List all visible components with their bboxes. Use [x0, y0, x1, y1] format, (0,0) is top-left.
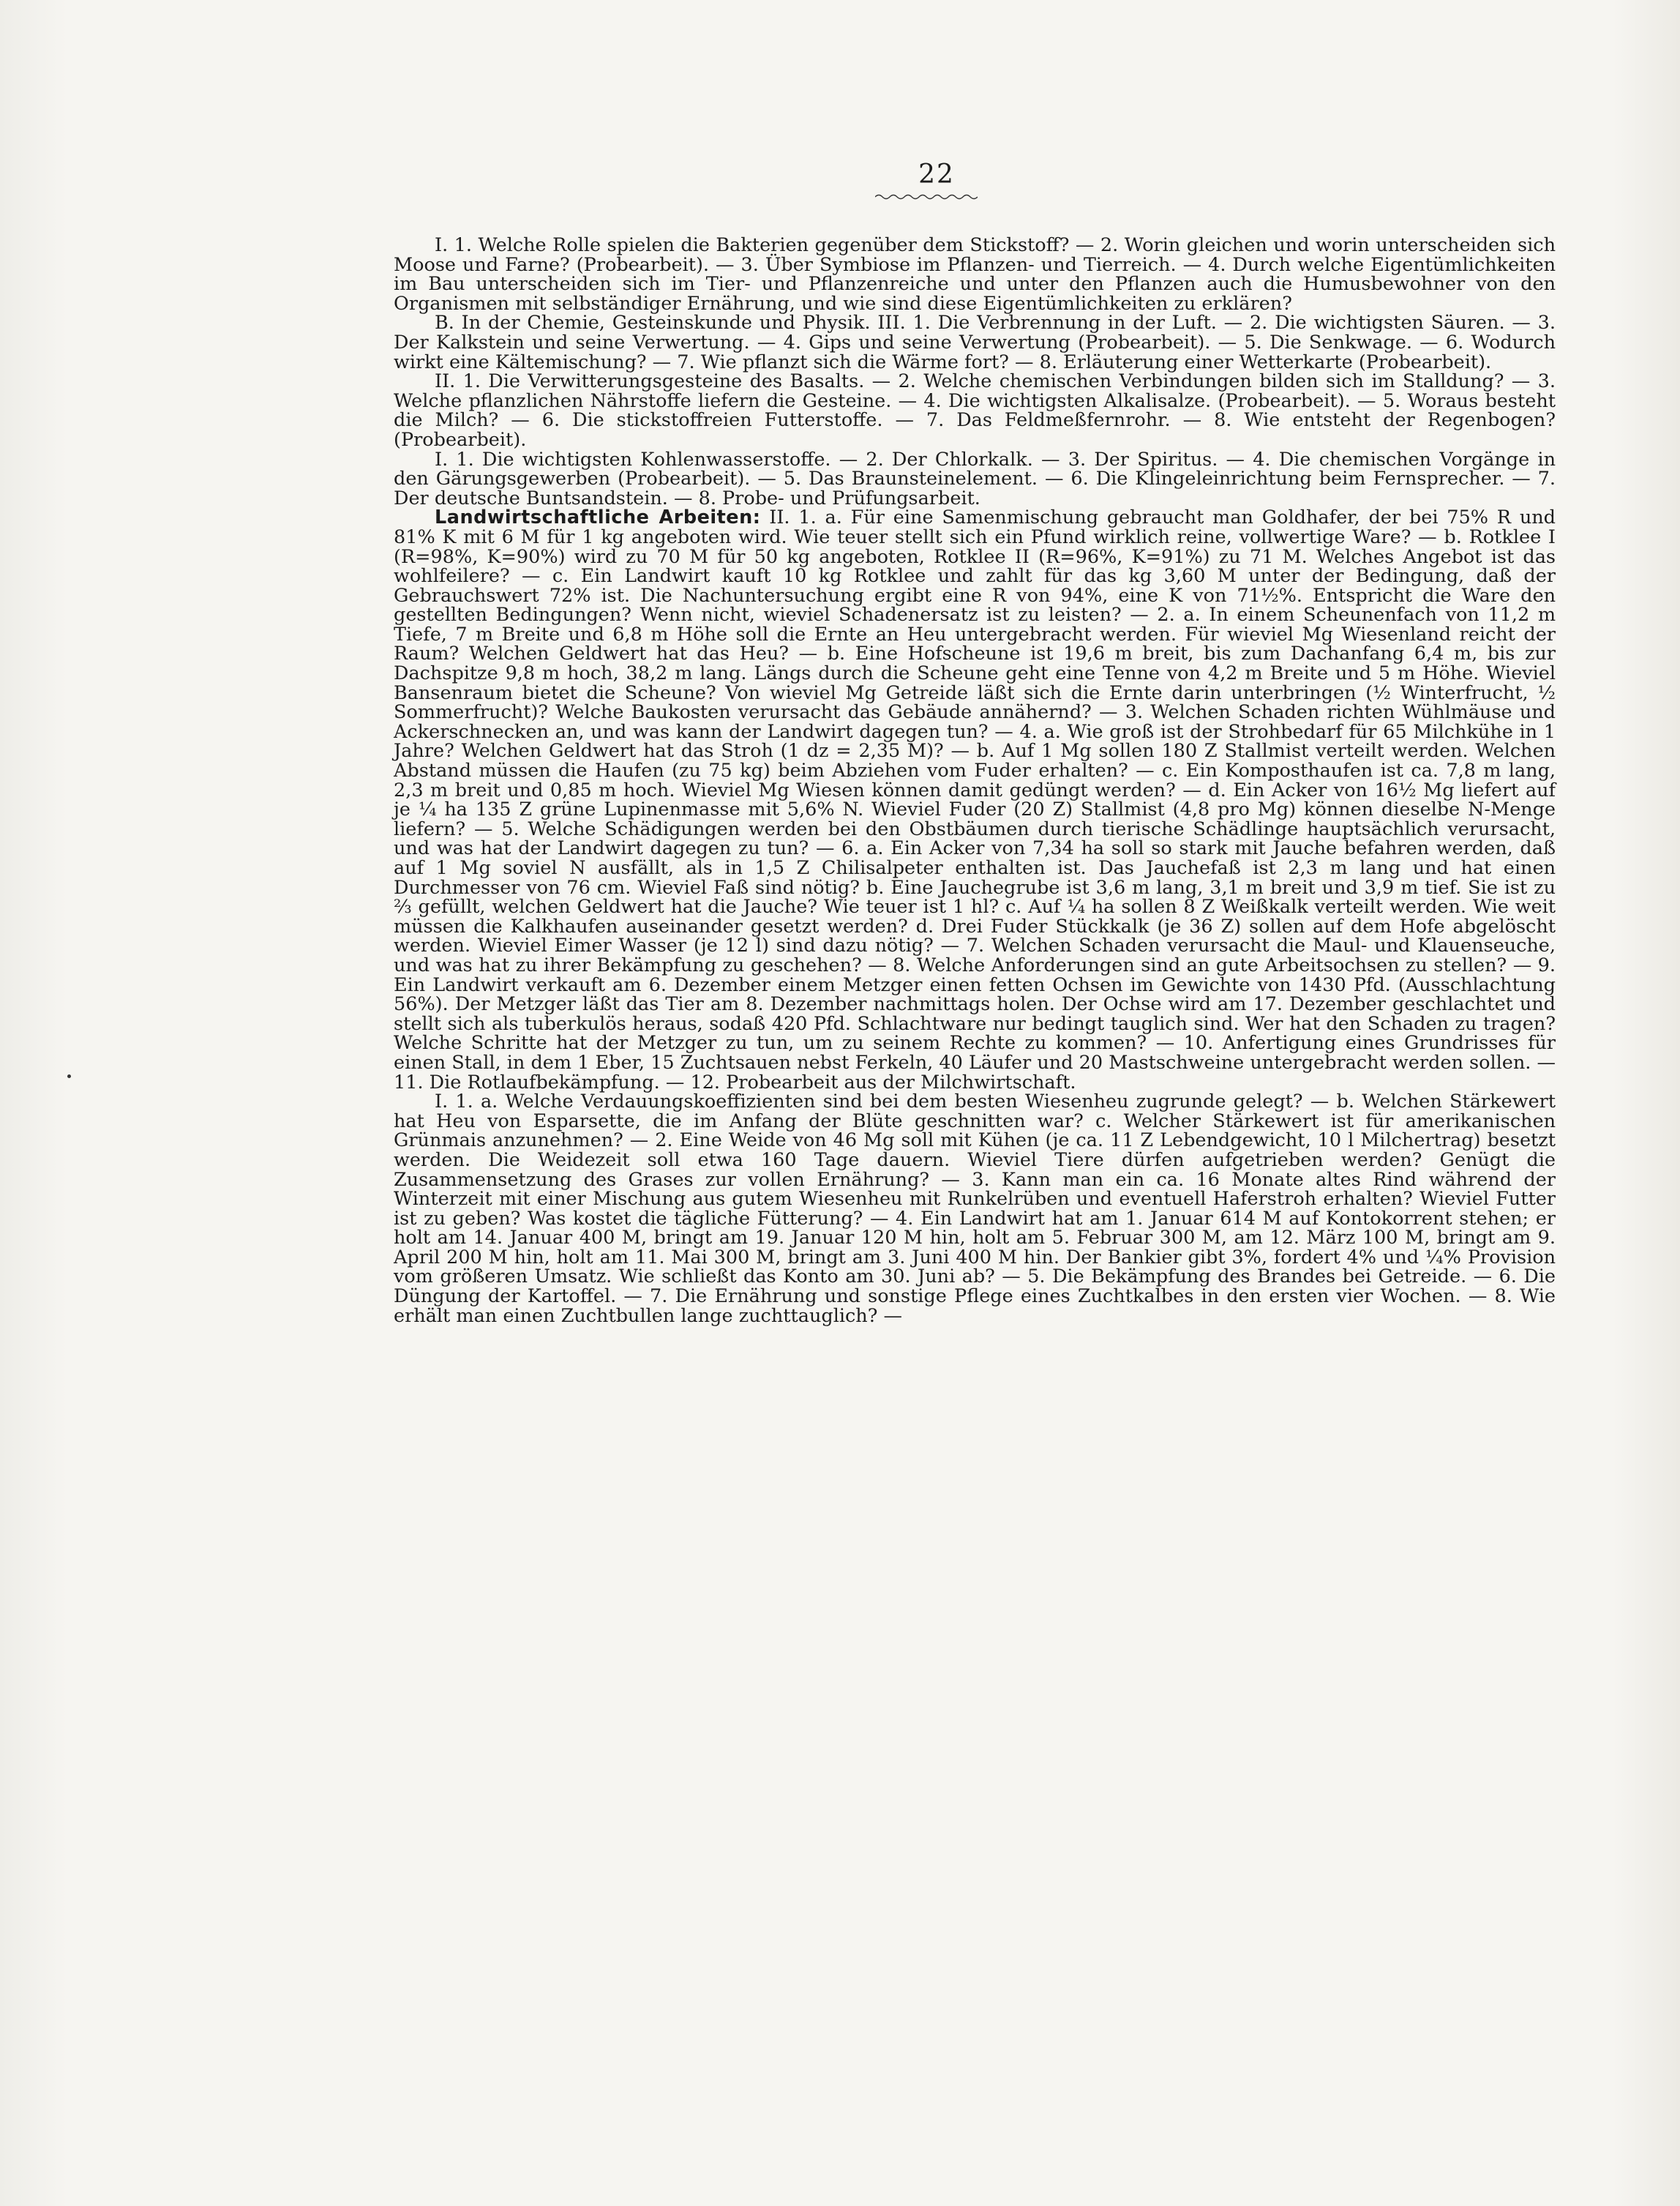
paragraph-text: II. 1. a. Für eine Samenmischung gebraucht man Goldhafer, der bei 75% R und 81% K mit 6 M für 1 kg angeboten wird. Wie teuer stellt sich ein Pfund wirklich reine, vollwertige Ware? — b. Rotklee I (R=98%, K=90%) wird zu 70 M für 50 kg angeboten, Rotklee II (R=96%, K=91%) zu 71 M. Welches Angebot ist das wohlfeilere? — c. Ein Landwirt kauft 10 kg Rotklee und zahlt für das kg 3,60 M unter der Bedingung, daß der Gebrauchswert 72% ist. Die Nachuntersuchung ergibt eine R von 94%, eine K von 71½%. Entspricht die Ware den gestellten Bedingungen? Wenn nicht, wieviel Schadenersatz ist zu leisten? — 2. a. In einem Scheunenfach von 11,2 m Tiefe, 7 m Breite und 6,8 m Höhe soll die Ernte an Heu untergebracht werden. Für wieviel Mg Wiesenland reicht der Raum? Welchen Geldwert hat das Heu? — b. Eine Hofscheune ist 19,6 m breit, bis zum Dachanfang 6,4 m, bis zur Dachspitze 9,8 m hoch, 38,2 m lang. Längs durch die Scheune geht eine Tenne von 4,2 m Breite und 5 m Höhe. Wieviel Bansenraum bietet die Scheune? Von wieviel Mg Getreide läßt sich die Ernte darin unterbringen (½ Winterfrucht, ½ Sommerfrucht)? Welche Baukosten verursacht das Gebäude annähernd? — 3. Welchen Schaden richten Wühlmäuse und Ackerschnecken an, und was kann der Landwirt dagegen tun? — 4. a. Wie groß ist der Strohbedarf für 65 Milchkühe in 1 Jahre? Welchen Geldwert hat das Stroh (1 dz = 2,35 M)? — b. Auf 1 Mg sollen 180 Z Stallmist verteilt werden. Welchen Abstand müssen die Haufen (zu 75 kg) beim Abziehen vom Fuder erhalten? — c. Ein Komposthaufen ist ca. 7,8 m lang, 2,3 m breit und 0,85 m hoch. Wieviel Mg Wiesen können damit gedüngt werden? — d. Ein Acker von 16½ Mg liefert auf je ¼ ha 135 Z grüne Lupinenmasse mit 5,6% N. Wieviel Fuder (20 Z) Stallmist (4,8 pro Mg) können dieselbe N-Menge liefern? — 5. Welche Schädigungen werden bei den Obstbäumen durch tierische Schädlinge hauptsächlich verursacht, und was hat der Landwirt dagegen zu tun? — 6. a. Ein Acker von 7,34 ha soll so stark mit Jauche befahren werden, daß auf 1 Mg soviel N ausfällt, als in 1,5 Z Chilisalpeter enthalten ist. Das Jauchefaß ist 2,3 m lang und hat einen Durchmesser von 76 cm. Wieviel Faß sind nötig? b. Eine Jauchegrube ist 3,6 m lang, 3,1 m breit und 3,9 m tief. Sie ist zu ⅔ gefüllt, welchen Geldwert hat die Jauche? Wie teuer ist 1 hl? c. Auf ¼ ha sollen 8 Z Weißkalk verteilt werden. Wie weit müssen die Kalkhaufen auseinander gesetzt werden? d. Drei Fuder Stückkalk (je 36 Z) sollen auf dem Hofe abgelöscht werden. Wieviel Eimer Wasser (je 12 l) sind dazu nötig? — 7. Welchen Schaden verursacht die Maul- und Klauenseuche, und was hat zu ihrer Bekämpfung zu geschehen? — 8. Welche Anforderungen sind an gute Arbeitsochsen zu stellen? — 9. Ein Landwirt verkauft am 6. Dezember einem Metzger einen fetten Ochsen im Gewichte von 1430 Pfd. (Ausschlachtung 56%). Der Metzger läßt das Tier am 8. Dezember nachmittags holen. Der Ochse wird am 17. Dezember geschlachtet und stellt sich als tuberkulös heraus, sodaß 420 Pfd. Schlachtware nur bedingt tauglich sind. Wer hat den Schaden zu tragen? Welche Schritte hat der Metzger zu tun, um zu seinem Rechte zu kommen? — 10. Anfertigung eines Grundrisses für einen Stall, in dem 1 Eber, 15 Zuchtsauen nebst Ferkeln, 40 Läufer und 20 Mastschweine untergebracht werden sollen. — 11. Die Rotlaufbekämpfung. — 12. Probearbeit aus der Milchwirtschaft. [394, 506, 1556, 1093]
paragraph-text: I. 1. Welche Rolle spielen die Bakterien gegenüber dem Stickstoff? — 2. Worin gleichen und worin unterscheiden sich Moose und Farne? (Probearbeit). — 3. Über Symbiose im Pflanzen- und Tierreich. — 4. Durch welche Eigentümlichkeiten im Bau unterscheiden sich im Tier- und Pflanzenreiche und unter den Pflanzen auch die Humusbewohner von den Organismen mit selbständiger Ernährung, und wie sind diese Eigentümlichkeiten zu erklären? [394, 234, 1556, 315]
paragraph-biology-tasks [394, 236, 1556, 313]
document-body [394, 236, 1556, 1326]
paragraph-text: B. In der Chemie, Gesteinskunde und Physik. III. 1. Die Verbrennung in der Luft. — 2. Die wichtigsten Säuren. — 3. Der Kalkstein und seine Verwertung. — 4. Gips und seine Verwertung (Probearbeit). — 5. Die Senkwage. — 6. Wodurch wirkt eine Kältemischung? — 7. Wie pflanzt sich die Wärme fort? — 8. Erläuterung einer Wetterkarte (Probearbeit). [394, 312, 1556, 373]
paragraph-agriculture-tasks-i [394, 1092, 1556, 1326]
margin-speck [67, 1074, 71, 1078]
paragraph-text: II. 1. Die Verwitterungsgesteine des Basalts. — 2. Welche chemischen Verbindungen bilden sich im Stalldung? — 3. Welche pflanzlichen Nährstoffe liefern die Gesteine. — 4. Die wichtigsten Alkalisalze. (Probearbeit). — 5. Woraus besteht die Milch? — 6. Die stickstoffreien Futterstoffe. — 7. Das Feldmeßfernrohr. — 8. Wie entsteht der Regenbogen? (Probearbeit). [394, 370, 1556, 451]
paragraph-chemistry-tasks-iii [394, 313, 1556, 372]
paragraph-agriculture-tasks-ii [394, 508, 1556, 1092]
paragraph-chemistry-tasks-i [394, 450, 1556, 509]
paragraph-text: I. 1. Die wichtigsten Kohlenwasserstoffe. — 2. Der Chlorkalk. — 3. Der Spiritus. — 4. Die chemischen Vorgänge in den Gärungsgewerben (Probearbeit). — 5. Das Braunsteinelement. — 6. Die Klingeleinrichtung beim Fernsprecher. — 7. Der deutsche Buntsandstein. — 8. Probe- und Prüfungsarbeit. [394, 448, 1556, 509]
paragraph-text: I. 1. a. Welche Verdauungskoeffizienten sind bei dem besten Wiesenheu zugrunde gelegt? — b. Welchen Stärkewert hat Heu von Esparsette, die im Anfang der Blüte geschnitten war? c. Welcher Stärkewert ist für amerikanischen Grünmais anzunehmen? — 2. Eine Weide von 46 Mg soll mit Kühen (je ca. 11 Z Lebendgewicht, 10 l Milchertrag) besetzt werden. Die Weidezeit soll etwa 160 Tage dauern. Wieviel Tiere dürfen aufgetrieben werden? Genügt die Zusammensetzung des Grases zur vollen Ernährung? — 3. Kann man ein ca. 16 Monate altes Rind während der Winterzeit mit einer Mischung aus gutem Wiesenheu mit Runkelrüben und eventuell Haferstroh erhalten? Wieviel Futter ist zu geben? Was kostet die tägliche Fütterung? — 4. Ein Landwirt hat am 1. Januar 614 M auf Kontokorrent stehen; er holt am 14. Januar 400 M, bringt am 19. Januar 120 M hin, holt am 5. Februar 300 M, am 12. März 100 M, bringt am 9. April 200 M hin, holt am 11. Mai 300 M, bringt am 3. Juni 400 M hin. Der Bankier gibt 3%, fordert 4% und ¼% Provision vom größeren Umsatz. Wie schließt das Konto am 30. Juni ab? — 5. Die Bekämpfung des Brandes bei Getreide. — 6. Die Düngung der Kartoffel. — 7. Die Ernährung und sonstige Pflege eines Zuchtkalbes in den ersten vier Wochen. — 8. Wie erhält man einen Zuchtbullen lange zuchttauglich? — [394, 1091, 1556, 1327]
decorative-wavy-rule [875, 193, 978, 201]
page-number: 22 [918, 160, 955, 190]
paragraph-chemistry-tasks-ii [394, 372, 1556, 449]
section-heading: Landwirtschaftliche Arbeiten: [435, 506, 761, 529]
